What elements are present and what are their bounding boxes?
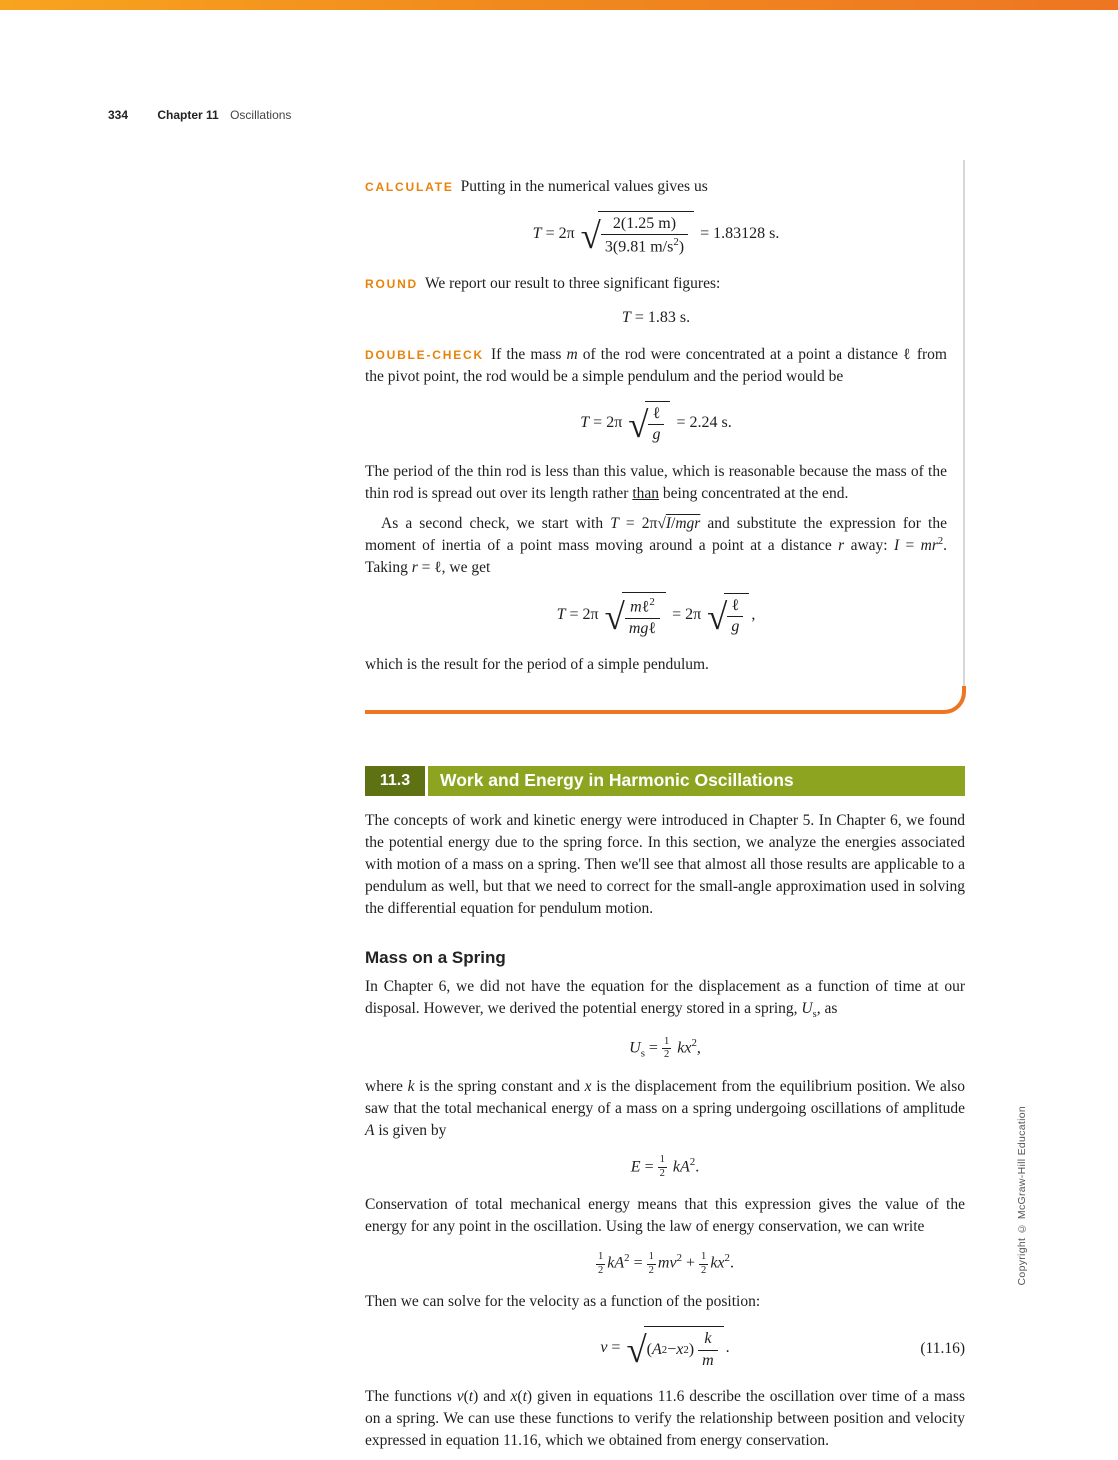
equation-number: (11.16) — [920, 1339, 965, 1357]
chapter-title: Oscillations — [230, 108, 292, 122]
page-number: 334 — [108, 108, 129, 122]
section-number: 11.3 — [365, 766, 425, 796]
section-intro-paragraph: The concepts of work and kinetic energy were introduced in Chapter 5. In Chapter 6, we found the potential energy due to the spring force. In this section, we analyze the energies associated with motion of a mass on a spring. Then we'll see that almost all those results are applicable to a pendulum as well, but that we need to correct for the small-angle approximation used in solving the differential equation for pendulum motion. — [365, 811, 965, 917]
round-text: We report our result to three significant figures: — [425, 275, 721, 293]
equation-conservation: $\frac{1}{2}$ $kA^2$ = $\frac{1}{2}$ $mv^2$ + $\frac{1}{2}$ $kx^2$. — [598, 1251, 734, 1276]
round-equation: T = 1.83 s. — [621, 309, 691, 327]
paragraph-result: which is the result for the period of a simple pendulum. — [365, 655, 709, 673]
double-check-text: If the mass m of the rod were concentrated at a point a distance ℓ from the pivot point, the rod would be a simple pendulum and the period would be — [365, 345, 947, 385]
equation-velocity: v = √ ( A 2 − x 2 ) $\frac{k}{m}$ . — [600, 1339, 729, 1356]
paragraph-functions: The functions v(t) and x(t) given in equations 11.6 describe the oscillation over time of a mass on a spring. We can use these functions to verify the relationship between position and velocity expressed in equation 11.16, which we obtained from energy conservation. — [365, 1387, 965, 1449]
double-check-step — [365, 344, 947, 388]
paragraph-solve-velocity: Then we can solve for the velocity as a function of the position: — [365, 1293, 761, 1311]
running-header — [108, 108, 291, 122]
double-check-equation-2: T = 2π √ $\frac{m\ell^2}{\text{mgℓ}}$ = 2π √ $\frac{\text{ℓ}}{g}$ , — [365, 592, 947, 639]
equation-potential-energy: $U_s$ = $\frac{1}{2}$ $kx^2$, — [629, 1035, 701, 1061]
equation-total-energy: E = $\frac{1}{2}$ $kA^2$. — [630, 1154, 700, 1179]
copyright-sidebar-text: Copyright © McGraw-Hill Education — [1016, 1105, 1028, 1285]
calculate-text: Putting in the numerical values gives us — [460, 178, 708, 195]
paragraph-spring-intro: In Chapter 6, we did not have the equation for the displacement as a function of time at our disposal. However, we derived the potential energy stored in a spring, $U_s$, as — [365, 977, 965, 1021]
equation-velocity-row — [365, 1326, 965, 1371]
round-label: ROUND — [365, 277, 418, 292]
calculate-step — [365, 176, 947, 198]
section-header-bar — [365, 766, 965, 796]
round-step — [365, 273, 947, 295]
top-accent-bar — [0, 0, 1118, 10]
section-title: Work and Energy in Harmonic Oscillations — [428, 766, 965, 796]
chapter-label: Chapter 11 — [157, 108, 219, 122]
paragraph-second-check: As a second check, we start with T = 2π√I/mgr and substitute the expression for the moment of inertia of a point mass moving around a point at a distance r away: $I = mr^2$. Taking r = ℓ, we get — [365, 514, 948, 576]
calculate-label: CALCULATE — [365, 180, 454, 194]
content-column — [365, 160, 965, 1460]
worked-example-box — [365, 160, 965, 714]
calculate-equation: T = 2π √ $\frac{2(1.25 m)}{3(9.81 m/s^2)}$ = 1.83128 s. — [365, 211, 947, 258]
subsection-heading: Mass on a Spring — [365, 947, 506, 967]
paragraph-period-comparison: The period of the thin rod is less than this value, which is reasonable because the mass of the thin rod is spread out over its length rather than being concentrated at the end. — [365, 462, 947, 502]
paragraph-conservation: Conservation of total mechanical energy means that this expression gives the value of the energy for any point in the oscillation. Using the law of energy conservation, we can write — [365, 1196, 965, 1236]
double-check-equation-1: T = 2π √ $\frac{\text{ℓ}}{g}$ = 2.24 s. — [365, 401, 947, 446]
double-check-label: DOUBLE-CHECK — [365, 347, 484, 362]
paragraph-spring-constant: where k is the spring constant and x is the displacement from the equilibrium position. We also saw that the total mechanical energy of a mass on a spring undergoing oscillations of amplitude A is given by — [365, 1077, 965, 1139]
